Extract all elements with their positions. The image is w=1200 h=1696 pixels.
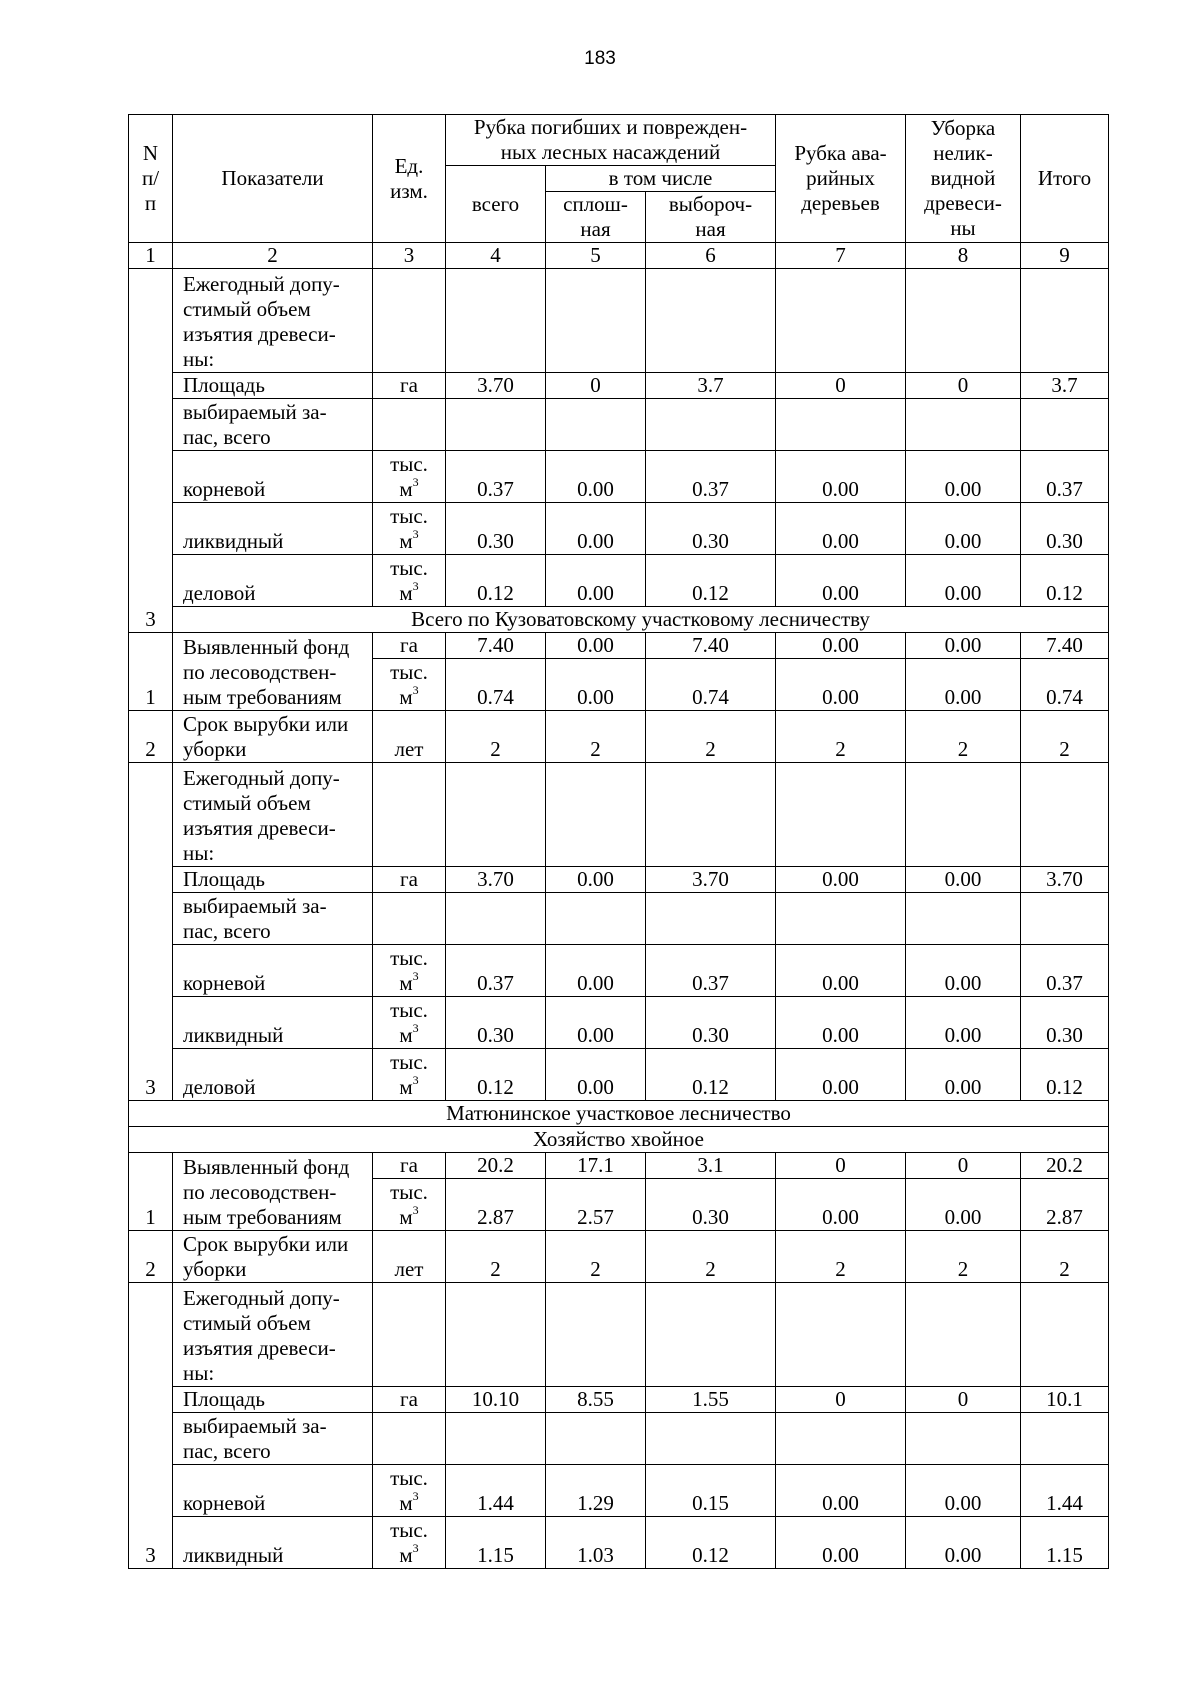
table-cell: 0.30 [446, 997, 546, 1049]
table-cell: 2 [446, 1231, 546, 1283]
table-cell: ликвидный [173, 503, 373, 555]
table-cell: 0.00 [776, 503, 906, 555]
table-cell: 2 [646, 711, 776, 763]
table-cell: 0.00 [546, 945, 646, 997]
table-cell: 0.00 [906, 451, 1021, 503]
table-cell: 2.87 [1021, 1179, 1109, 1231]
table-cell: 0.00 [776, 555, 906, 607]
table-cell: 3.1 [646, 1153, 776, 1179]
table-cell: корневой [173, 945, 373, 997]
table-cell [546, 399, 646, 451]
table-cell: 3 [373, 243, 446, 269]
table-cell: 0.00 [546, 1049, 646, 1101]
table-cell: 0.00 [906, 1049, 1021, 1101]
table-cell: 0.00 [546, 503, 646, 555]
table-cell [446, 1413, 546, 1465]
table-cell: 0.37 [446, 945, 546, 997]
table-cell: Срок вырубки или уборки [173, 711, 373, 763]
table-cell: 0.00 [906, 659, 1021, 711]
table-cell: га [373, 1387, 446, 1413]
table-cell: 1 [129, 243, 173, 269]
table-cell: 10.1 [1021, 1387, 1109, 1413]
header-including: в том числе [546, 166, 776, 192]
table-cell: 2 [906, 711, 1021, 763]
table-cell [546, 269, 646, 373]
table-cell: 20.2 [446, 1153, 546, 1179]
table-cell: Площадь [173, 867, 373, 893]
table-cell: 0.30 [446, 503, 546, 555]
table-cell: Выявленный фонд по лесоводствен- ным требованиям [173, 1153, 373, 1231]
table-cell: тыс. $м^3$ [373, 659, 446, 711]
table-cell: лет [373, 1231, 446, 1283]
table-cell: 0.37 [646, 945, 776, 997]
table-cell: тыс. $м^3$ [373, 451, 446, 503]
table-cell: 0.12 [1021, 555, 1109, 607]
table-cell: 2 [446, 711, 546, 763]
header-cleanup: Уборка нелик- видной древеси- ны [906, 115, 1021, 243]
table-cell: 0.12 [646, 1049, 776, 1101]
table-cell: 0.30 [1021, 997, 1109, 1049]
table-cell: 0.00 [776, 659, 906, 711]
table-cell: 0.00 [546, 633, 646, 659]
table-cell: 0.00 [906, 1465, 1021, 1517]
table-cell: ликвидный [173, 1517, 373, 1569]
table-cell: тыс. $м^3$ [373, 1179, 446, 1231]
table-cell: 0.37 [1021, 451, 1109, 503]
table-cell: Хозяйство хвойное [129, 1127, 1109, 1153]
table-cell: 2 [1021, 1231, 1109, 1283]
table-cell: 20.2 [1021, 1153, 1109, 1179]
table-cell: 7.40 [446, 633, 546, 659]
table-cell: Ежегодный допу- стимый объем изъятия древеси- ны: [173, 763, 373, 867]
table-cell: 3 [129, 1283, 173, 1569]
table-cell: 0.30 [1021, 503, 1109, 555]
table-cell: 0 [776, 1387, 906, 1413]
table-cell: 0.00 [776, 633, 906, 659]
table-cell: 0.00 [546, 997, 646, 1049]
table-cell: 0.00 [776, 1179, 906, 1231]
header-sum: Итого [1021, 115, 1109, 243]
table-cell [546, 1413, 646, 1465]
table-cell: 0.12 [646, 1517, 776, 1569]
table-row [129, 633, 1109, 659]
table-cell: 0.12 [646, 555, 776, 607]
table-cell: 0.74 [446, 659, 546, 711]
table-cell: 3 [129, 763, 173, 1101]
table-cell [906, 1283, 1021, 1387]
table-cell: 8.55 [546, 1387, 646, 1413]
table-cell [373, 399, 446, 451]
table-cell: 0.00 [776, 945, 906, 997]
table-cell: 0.00 [906, 555, 1021, 607]
table-cell: 7 [776, 243, 906, 269]
table-cell: 1.44 [446, 1465, 546, 1517]
page-number: 183 [584, 48, 616, 69]
table-cell: 1.29 [546, 1465, 646, 1517]
header-unit: Ед. изм. [373, 115, 446, 243]
table-row [129, 945, 1109, 997]
table-cell: 3.70 [446, 373, 546, 399]
table-cell: 3.70 [1021, 867, 1109, 893]
table-cell: 9 [1021, 243, 1109, 269]
table-cell: 2.87 [446, 1179, 546, 1231]
section-title-row [129, 607, 1109, 633]
table-cell: 0.00 [776, 451, 906, 503]
table-cell: 4 [446, 243, 546, 269]
table-cell: 0.00 [906, 503, 1021, 555]
table-cell [446, 1283, 546, 1387]
table-row [129, 1517, 1109, 1569]
table-cell: 0.00 [776, 1465, 906, 1517]
table-cell: выбираемый за- пас, всего [173, 1413, 373, 1465]
header-clear: сплош- ная [546, 192, 646, 243]
table-cell [446, 269, 546, 373]
header-col-n: N п/ п [129, 115, 173, 243]
table-cell [646, 1283, 776, 1387]
table-row [129, 1153, 1109, 1179]
table-cell: Площадь [173, 373, 373, 399]
table-cell: 2.57 [546, 1179, 646, 1231]
table-cell [776, 763, 906, 867]
table-cell [646, 399, 776, 451]
table-cell: тыс. $м^3$ [373, 1049, 446, 1101]
table-cell: 2 [646, 1231, 776, 1283]
table-cell: 1.15 [1021, 1517, 1109, 1569]
table-cell: 7.40 [646, 633, 776, 659]
table-cell: 0 [546, 373, 646, 399]
table-cell: Ежегодный допу- стимый объем изъятия древеси- ны: [173, 269, 373, 373]
header-selective: выбороч- ная [646, 192, 776, 243]
table-cell [906, 399, 1021, 451]
table-cell [906, 1413, 1021, 1465]
table-cell: тыс. $м^3$ [373, 1465, 446, 1517]
table-cell [546, 893, 646, 945]
table-cell: тыс. $м^3$ [373, 997, 446, 1049]
table-cell: 1.55 [646, 1387, 776, 1413]
table-cell: 0.37 [1021, 945, 1109, 997]
table-cell: корневой [173, 1465, 373, 1517]
table-cell: 0 [906, 1387, 1021, 1413]
table-cell: 1 [129, 1153, 173, 1231]
table-cell: Выявленный фонд по лесоводствен- ным требованиям [173, 633, 373, 711]
table-cell: 2 [1021, 711, 1109, 763]
table-row [129, 1413, 1109, 1465]
table-cell [646, 269, 776, 373]
table-cell [776, 1413, 906, 1465]
table-cell: 0.74 [1021, 659, 1109, 711]
table-cell: га [373, 867, 446, 893]
table-cell: 3.70 [446, 867, 546, 893]
table-row [129, 451, 1109, 503]
table-cell: 0.30 [646, 1179, 776, 1231]
table-cell: 0.12 [1021, 1049, 1109, 1101]
table-cell: тыс. $м^3$ [373, 945, 446, 997]
table-row [129, 893, 1109, 945]
table-row [129, 1049, 1109, 1101]
table-row [129, 503, 1109, 555]
table-cell: Матюнинское участковое лесничество [129, 1101, 1109, 1127]
table-cell: 0.15 [646, 1465, 776, 1517]
table-cell: 7.40 [1021, 633, 1109, 659]
table-cell: 2 [776, 711, 906, 763]
table-cell [776, 1283, 906, 1387]
table-cell: 17.1 [546, 1153, 646, 1179]
table-cell [373, 763, 446, 867]
table-cell: 2 [546, 711, 646, 763]
table-cell: 0.00 [776, 867, 906, 893]
forest-cutting-table [128, 114, 1109, 1569]
table-row [129, 1283, 1109, 1387]
table-cell [1021, 1413, 1109, 1465]
table-cell: 2 [546, 1231, 646, 1283]
table-cell: 0.00 [776, 997, 906, 1049]
table-row [129, 1465, 1109, 1517]
table-cell [546, 763, 646, 867]
table-cell: 1.15 [446, 1517, 546, 1569]
table-cell: 0.12 [446, 555, 546, 607]
table-cell [1021, 893, 1109, 945]
table-cell: 0.74 [646, 659, 776, 711]
table-cell: 2 [129, 711, 173, 763]
table-cell: 2 [776, 1231, 906, 1283]
table-cell: га [373, 1153, 446, 1179]
table-row [129, 711, 1109, 763]
table-cell: Ежегодный допу- стимый объем изъятия древеси- ны: [173, 1283, 373, 1387]
table-cell: 0.00 [546, 659, 646, 711]
table-row [129, 269, 1109, 373]
table-cell: 0.00 [546, 867, 646, 893]
table-cell: 0 [906, 373, 1021, 399]
table-cell [446, 763, 546, 867]
table-cell: 0.00 [546, 451, 646, 503]
table-cell: 0.30 [646, 503, 776, 555]
table-cell: тыс. $м^3$ [373, 1517, 446, 1569]
table-cell: 0.37 [446, 451, 546, 503]
table-cell: 0.12 [446, 1049, 546, 1101]
table-cell [546, 1283, 646, 1387]
table-cell [646, 763, 776, 867]
table-cell [906, 763, 1021, 867]
table-cell [1021, 399, 1109, 451]
table-cell: 0.37 [646, 451, 776, 503]
table-cell: 0.00 [906, 945, 1021, 997]
table-cell [776, 269, 906, 373]
table-cell [373, 1283, 446, 1387]
table-cell [373, 269, 446, 373]
table-cell: 3.7 [646, 373, 776, 399]
table-cell: 10.10 [446, 1387, 546, 1413]
table-cell: 0 [776, 373, 906, 399]
table-row [129, 763, 1109, 867]
table-cell: 0.00 [906, 997, 1021, 1049]
table-row [129, 399, 1109, 451]
table-cell: га [373, 633, 446, 659]
header-damaged-stands: Рубка погибших и поврежден- ных лесных насаждений [446, 115, 776, 166]
table-cell [1021, 763, 1109, 867]
table-cell: га [373, 373, 446, 399]
table-row [129, 1387, 1109, 1413]
table-row [129, 867, 1109, 893]
table-cell [446, 399, 546, 451]
table-cell [906, 893, 1021, 945]
table-cell: ликвидный [173, 997, 373, 1049]
table-row [129, 555, 1109, 607]
table-cell: 3.70 [646, 867, 776, 893]
table-cell [446, 893, 546, 945]
table-cell [776, 399, 906, 451]
table-cell: тыс. $м^3$ [373, 555, 446, 607]
table-cell: тыс. $м^3$ [373, 503, 446, 555]
header-total: всего [446, 166, 546, 243]
table-cell: Срок вырубки или уборки [173, 1231, 373, 1283]
table-cell [1021, 269, 1109, 373]
table-cell: 2 [906, 1231, 1021, 1283]
table-cell: 0.00 [546, 555, 646, 607]
table-row [129, 997, 1109, 1049]
table-cell: 0.00 [906, 633, 1021, 659]
table-cell: 1 [129, 633, 173, 711]
column-numbers-row [129, 243, 1109, 269]
table-cell: деловой [173, 1049, 373, 1101]
table-cell: 0.00 [776, 1517, 906, 1569]
table-cell: 0 [906, 1153, 1021, 1179]
table-cell [646, 893, 776, 945]
table-cell: 1.03 [546, 1517, 646, 1569]
section-title-row [129, 1101, 1109, 1127]
table-cell: 0.00 [906, 1179, 1021, 1231]
table-row [129, 1231, 1109, 1283]
table-cell [373, 1413, 446, 1465]
table-cell: 2 [129, 1231, 173, 1283]
table-cell: корневой [173, 451, 373, 503]
table-cell: лет [373, 711, 446, 763]
table-cell: 0.00 [906, 867, 1021, 893]
table-cell [906, 269, 1021, 373]
table-cell: выбираемый за- пас, всего [173, 893, 373, 945]
table-cell: Всего по Кузоватовскому участковому лесничеству [173, 607, 1109, 633]
table-cell: 5 [546, 243, 646, 269]
table-cell: 2 [173, 243, 373, 269]
table-cell: 3.7 [1021, 373, 1109, 399]
table-cell [776, 893, 906, 945]
header-emergency-trees: Рубка ава- рийных деревьев [776, 115, 906, 243]
table-cell: 3 [129, 269, 173, 633]
table-row [129, 373, 1109, 399]
section-subtitle-row [129, 1127, 1109, 1153]
table-cell: 0.00 [906, 1517, 1021, 1569]
table-cell: 0.00 [776, 1049, 906, 1101]
table-cell: 8 [906, 243, 1021, 269]
header-indicators: Показатели [173, 115, 373, 243]
table-cell: 0.30 [646, 997, 776, 1049]
table-cell: 1.44 [1021, 1465, 1109, 1517]
table-cell [1021, 1283, 1109, 1387]
table-cell [646, 1413, 776, 1465]
table-cell: выбираемый за- пас, всего [173, 399, 373, 451]
table-cell: Площадь [173, 1387, 373, 1413]
table-cell [373, 893, 446, 945]
table-cell: деловой [173, 555, 373, 607]
table-cell: 6 [646, 243, 776, 269]
table-cell: 0 [776, 1153, 906, 1179]
